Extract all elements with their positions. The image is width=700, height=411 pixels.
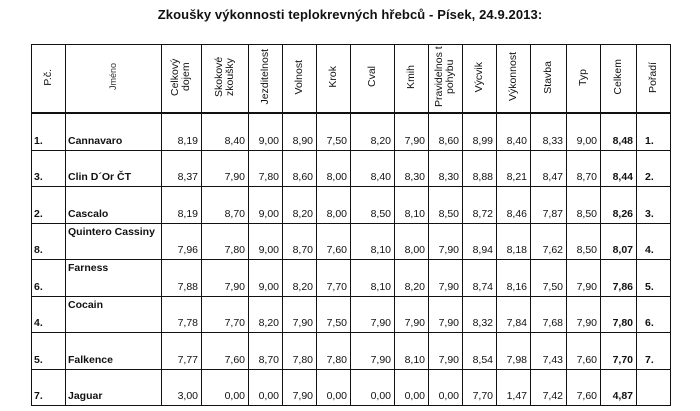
score-cell: 7,77 (162, 333, 202, 370)
score-cell: 7,80 (283, 333, 317, 370)
score-cell: 7,87 (531, 187, 567, 224)
score-cell: 7,90 (429, 223, 463, 260)
row-number: 2. (32, 187, 66, 224)
score-cell: 7,90 (567, 296, 601, 333)
header-vykonnost (497, 45, 531, 114)
header-label: Jezditelnost (258, 49, 271, 105)
score-cell: 7,88 (162, 260, 202, 297)
score-cell: 0,00 (351, 369, 395, 406)
score-cell: 7,78 (162, 296, 202, 333)
row-number: 6. (32, 260, 66, 297)
table-row (32, 296, 671, 333)
score-cell: 8,50 (351, 187, 395, 224)
header-celkem (601, 45, 637, 114)
score-cell: 7,43 (531, 333, 567, 370)
score-cell: 7,60 (567, 333, 601, 370)
score-cell: 7,90 (202, 150, 249, 187)
horse-name: Cascalo (66, 187, 162, 224)
horse-name: Cocain (66, 296, 162, 333)
score-cell: 8,00 (395, 223, 429, 260)
row-number: 8. (32, 223, 66, 260)
header-label: Volnost (292, 59, 305, 95)
score-cell: 7,90 (429, 296, 463, 333)
score-cell: 8,21 (497, 150, 531, 187)
score-cell: 7,50 (531, 260, 567, 297)
header-label: Výcvik (472, 61, 485, 93)
header-vycvik (463, 45, 497, 114)
score-cell: 7,62 (531, 223, 567, 260)
page-title: Zkoušky výkonnosti teplokrevných hřebců - Písek, 24.9.2013: (157, 7, 543, 22)
score-cell: 8,60 (283, 150, 317, 187)
score-cell: 8,10 (395, 333, 429, 370)
score-cell: 8,99 (463, 113, 497, 150)
header-jmeno (66, 45, 162, 114)
rank-cell (637, 369, 671, 406)
header-label: Pořadí (646, 61, 659, 93)
row-number: 5. (32, 333, 66, 370)
score-cell: 8,33 (531, 113, 567, 150)
table-row (32, 187, 671, 224)
header-label: Výkonnost (506, 52, 519, 102)
score-cell: 7,90 (395, 296, 429, 333)
score-cell: 7,50 (317, 113, 351, 150)
score-cell: 0,00 (429, 369, 463, 406)
score-cell: 8,60 (429, 113, 463, 150)
score-cell: 8,37 (162, 150, 202, 187)
header-label: Typ (576, 68, 589, 86)
horse-name: Jaguar (66, 369, 162, 406)
header-label: Pravidelnos t pohybu (433, 46, 457, 108)
score-cell: 8,30 (395, 150, 429, 187)
score-cell: 8,10 (351, 223, 395, 260)
score-cell: 8,30 (429, 150, 463, 187)
total-cell: 4,87 (601, 369, 637, 406)
score-cell: 7,90 (351, 296, 395, 333)
score-cell: 8,20 (283, 187, 317, 224)
score-cell: 8,90 (283, 113, 317, 150)
table-row (32, 223, 671, 260)
score-cell: 7,70 (317, 260, 351, 297)
table-row (32, 333, 671, 370)
row-number: 3. (32, 150, 66, 187)
score-cell: 9,00 (249, 223, 283, 260)
score-cell: 7,90 (351, 333, 395, 370)
header-jezditelnost (249, 45, 283, 114)
score-cell: 8,74 (463, 260, 497, 297)
score-cell: 0,00 (202, 369, 249, 406)
score-cell: 7,90 (567, 260, 601, 297)
header-label: Jméno (107, 63, 118, 91)
total-cell: 8,07 (601, 223, 637, 260)
score-cell: 7,70 (463, 369, 497, 406)
score-cell: 0,00 (249, 369, 283, 406)
score-cell: 8,40 (202, 113, 249, 150)
score-cell: 8,40 (497, 113, 531, 150)
score-cell: 7,90 (283, 369, 317, 406)
score-cell: 3,00 (162, 369, 202, 406)
table-row (32, 369, 671, 406)
score-cell: 8,19 (162, 187, 202, 224)
header-volnost (283, 45, 317, 114)
header-label: Celkový dojem (169, 58, 193, 96)
score-cell: 8,88 (463, 150, 497, 187)
score-cell: 8,72 (463, 187, 497, 224)
score-cell: 9,00 (249, 187, 283, 224)
score-cell: 7,60 (317, 223, 351, 260)
header-label: Stavba (541, 60, 554, 94)
header-pravidelnost-pohybu (429, 45, 463, 114)
score-cell: 7,90 (395, 113, 429, 150)
header-cval (351, 45, 395, 114)
score-cell: 8,47 (531, 150, 567, 187)
header-typ (567, 45, 601, 114)
header-krok (317, 45, 351, 114)
score-cell: 8,50 (567, 187, 601, 224)
score-cell: 9,00 (249, 113, 283, 150)
score-cell: 8,70 (567, 150, 601, 187)
score-cell: 8,40 (351, 150, 395, 187)
header-label: Celkem (611, 59, 624, 95)
total-cell: 8,44 (601, 150, 637, 187)
score-cell: 8,70 (283, 223, 317, 260)
header-pc (32, 45, 66, 114)
score-cell: 0,00 (317, 369, 351, 406)
score-cell: 7,70 (202, 296, 249, 333)
score-cell: 8,50 (429, 187, 463, 224)
score-cell: 7,84 (497, 296, 531, 333)
score-cell: 7,90 (429, 333, 463, 370)
score-cell: 7,80 (317, 333, 351, 370)
score-cell: 9,00 (567, 113, 601, 150)
score-cell: 8,10 (395, 187, 429, 224)
rank-cell: 7. (637, 333, 671, 370)
header-row (32, 45, 671, 114)
score-cell: 8,54 (463, 333, 497, 370)
score-cell: 7,80 (202, 223, 249, 260)
rank-cell: 4. (637, 223, 671, 260)
horse-name: Clin D´Or ČT (66, 150, 162, 187)
score-cell: 7,60 (567, 369, 601, 406)
score-cell: 8,20 (249, 296, 283, 333)
score-cell: 8,19 (162, 113, 202, 150)
score-cell: 8,16 (497, 260, 531, 297)
header-label: Kmih (404, 65, 417, 89)
score-cell: 8,94 (463, 223, 497, 260)
score-cell: 7,90 (202, 260, 249, 297)
row-number: 7. (32, 369, 66, 406)
table-row (32, 113, 671, 150)
rank-cell: 5. (637, 260, 671, 297)
score-cell: 7,50 (317, 296, 351, 333)
total-cell: 8,26 (601, 187, 637, 224)
score-cell: 1,47 (497, 369, 531, 406)
score-cell: 7,98 (497, 333, 531, 370)
header-celkovy-dojem (162, 45, 202, 114)
horse-name: Falkence (66, 333, 162, 370)
score-cell: 8,20 (395, 260, 429, 297)
rank-cell: 1. (637, 113, 671, 150)
score-cell: 7,96 (162, 223, 202, 260)
header-skokove-zkousky (202, 45, 249, 114)
table-row (32, 150, 671, 187)
rank-cell: 6. (637, 296, 671, 333)
score-cell: 8,50 (567, 223, 601, 260)
score-cell: 8,10 (351, 260, 395, 297)
horse-name: Farness (66, 260, 162, 297)
score-cell: 9,00 (249, 260, 283, 297)
score-cell: 8,70 (202, 187, 249, 224)
score-cell: 8,20 (283, 260, 317, 297)
score-cell: 7,90 (429, 260, 463, 297)
row-number: 4. (32, 296, 66, 333)
total-cell: 7,70 (601, 333, 637, 370)
results-table (31, 44, 671, 406)
horse-name: Cannavaro (66, 113, 162, 150)
header-poradi (637, 45, 671, 114)
score-cell: 8,32 (463, 296, 497, 333)
horse-name: Quintero Cassiny (66, 223, 162, 260)
score-cell: 8,00 (317, 187, 351, 224)
score-cell: 8,20 (351, 113, 395, 150)
header-stavba (531, 45, 567, 114)
score-cell: 8,46 (497, 187, 531, 224)
row-number: 1. (32, 113, 66, 150)
total-cell: 7,86 (601, 260, 637, 297)
score-cell: 7,80 (249, 150, 283, 187)
score-cell: 7,60 (202, 333, 249, 370)
table-row (32, 260, 671, 297)
header-label: P.č. (41, 68, 54, 86)
header-label: Krok (326, 66, 339, 88)
score-cell: 0,00 (395, 369, 429, 406)
rank-cell: 3. (637, 187, 671, 224)
score-cell: 7,42 (531, 369, 567, 406)
rank-cell: 2. (637, 150, 671, 187)
header-label: Cval (365, 66, 378, 88)
total-cell: 7,80 (601, 296, 637, 333)
table-body (32, 113, 671, 406)
total-cell: 8,48 (601, 113, 637, 150)
score-cell: 7,68 (531, 296, 567, 333)
header-label: Skokové zkoušky (212, 56, 236, 98)
header-kmih (395, 45, 429, 114)
score-cell: 7,90 (283, 296, 317, 333)
score-cell: 8,18 (497, 223, 531, 260)
score-cell: 8,00 (317, 150, 351, 187)
score-cell: 8,70 (249, 333, 283, 370)
